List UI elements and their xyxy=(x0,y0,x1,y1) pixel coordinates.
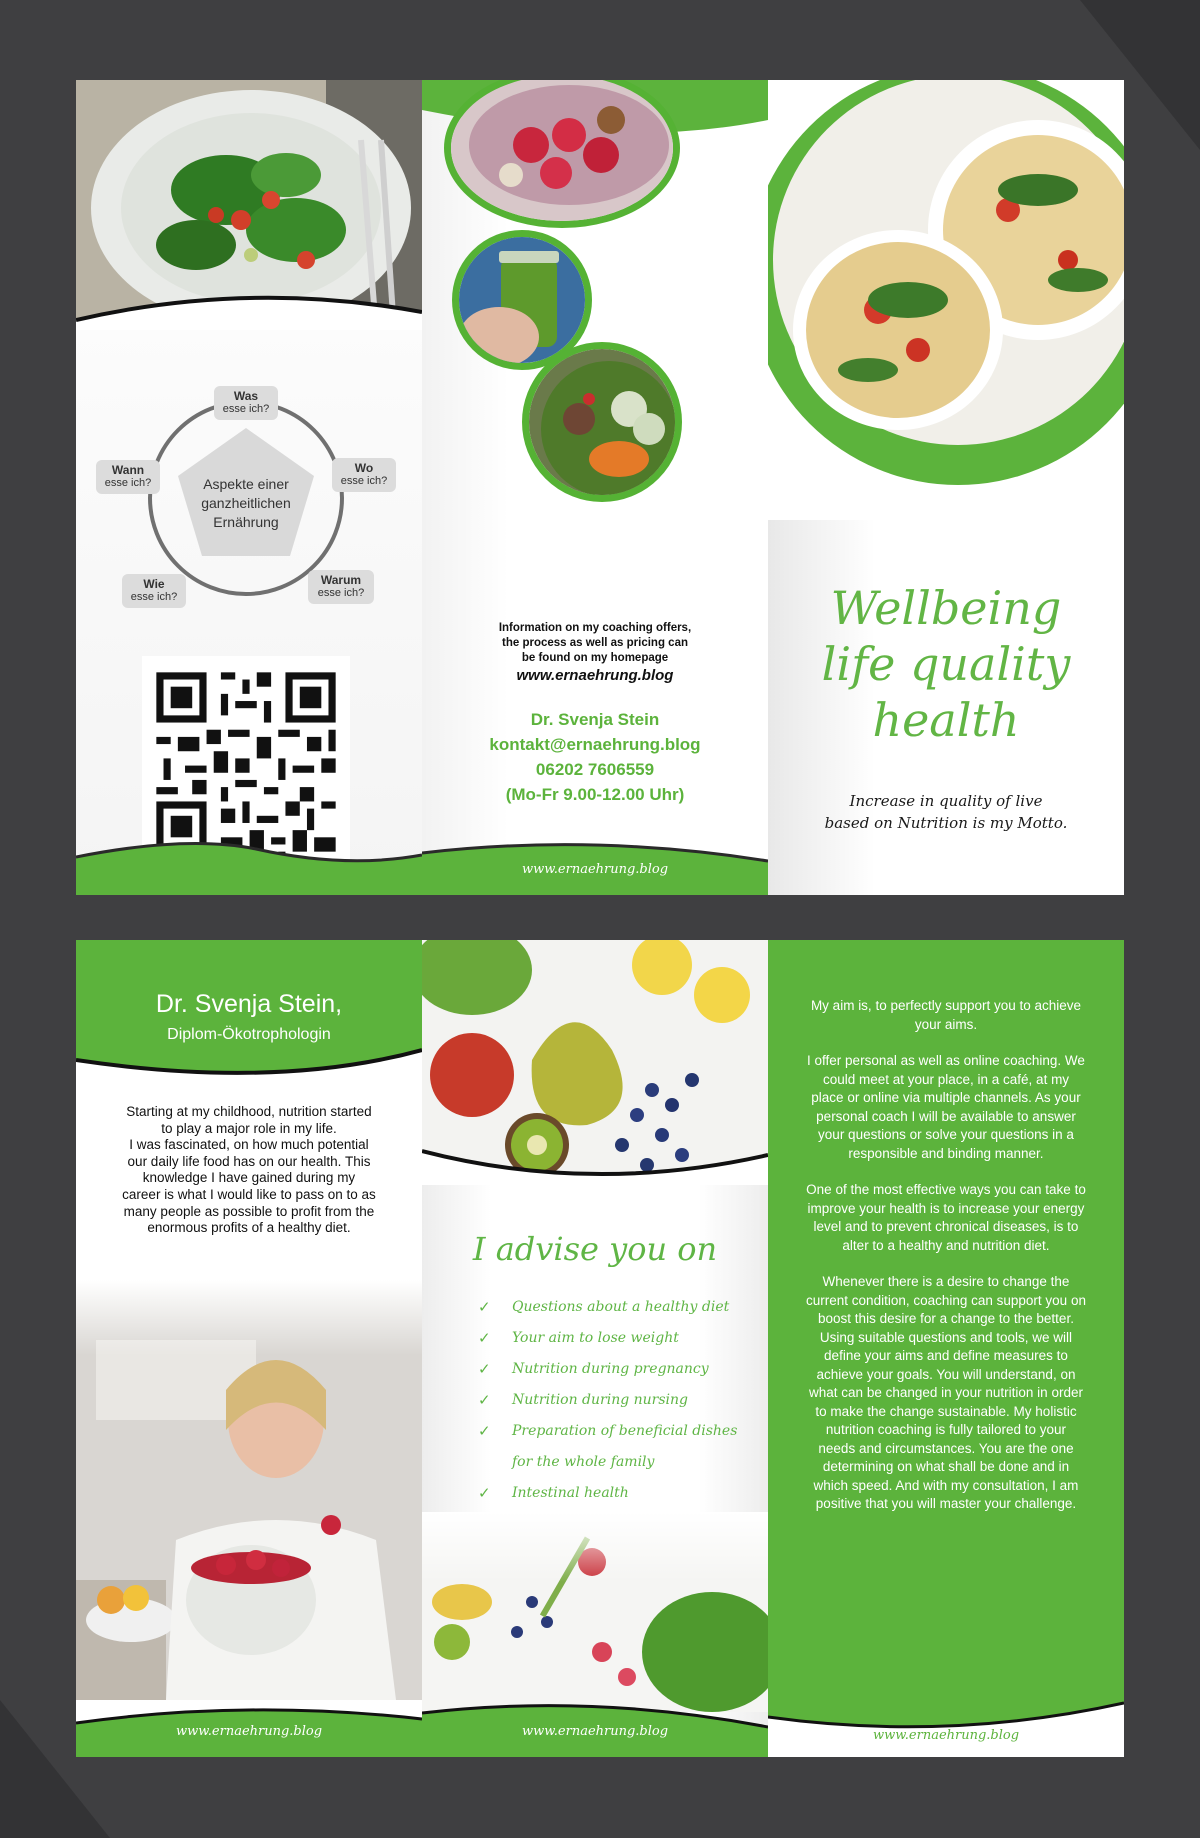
check-icon: ✓ xyxy=(478,1391,491,1409)
text-paragraph: My aim is, to perfectly support you to achieve your aims. xyxy=(810,998,1082,1032)
profile-bio: Starting at my childhood, nutrition started to play a major role in my life. I was fascinated, on how much potential our daily life food has on our health. This knowledge I have gained during my career is what I would like to pass on to as many people as possible to profit from the enormous profits of a healthy diet. xyxy=(122,1104,376,1236)
aspects-wheel xyxy=(96,380,396,620)
check-icon: ✓ xyxy=(478,1422,491,1440)
cover-pasta-photo xyxy=(768,80,1124,520)
panel-back xyxy=(76,80,422,895)
vegetables-photo xyxy=(422,1512,768,1712)
footer-url[interactable]: www.ernaehrung.blog xyxy=(521,862,669,877)
advise-item-lose-weight: ✓ Your aim to lose weight xyxy=(478,1323,758,1354)
footer-url[interactable]: www.ernaehrung.blog xyxy=(872,1728,1020,1743)
wheel-center-text: Aspekte einer ganzheitlichen Ernährung xyxy=(201,476,291,530)
brochure-inside xyxy=(76,940,1124,1757)
advise-heading: I advise you on xyxy=(472,1230,718,1268)
footer-white-band xyxy=(768,1687,1124,1757)
text-panel-body xyxy=(806,997,1086,1532)
advise-item-pregnancy: ✓ Nutrition during pregnancy xyxy=(478,1354,758,1385)
contact-email[interactable]: kontakt@ernaehrung.blog xyxy=(489,735,701,754)
photo-raspberry-bowl xyxy=(444,80,680,228)
contact-hours: (Mo-Fr 9.00-12.00 Uhr) xyxy=(505,785,685,804)
advise-item-dishes: ✓ Preparation of beneficial dishes xyxy=(478,1416,758,1447)
wave-divider xyxy=(422,1145,768,1185)
advise-item-healthy-diet: ✓ Questions about a healthy diet xyxy=(478,1292,758,1323)
text-paragraph: One of the most effective ways you can take to improve your health is to increase your energy level and to prevent chronical diseases, is to alter to a healthy and nutrition diet. xyxy=(806,1182,1086,1253)
contact-block xyxy=(422,707,768,807)
footer-url[interactable]: www.ernaehrung.blog xyxy=(175,1724,323,1739)
check-icon: ✓ xyxy=(478,1484,491,1502)
panel-cover xyxy=(768,80,1124,895)
wheel-item-wie: Wie esse ich? xyxy=(122,574,186,608)
fruit-photo xyxy=(422,940,768,1185)
footer-url[interactable]: www.ernaehrung.blog xyxy=(521,1724,669,1739)
contact-phone[interactable]: 06202 7606559 xyxy=(535,760,655,779)
wheel-item-was: Was esse ich? xyxy=(214,386,278,420)
profile-name: Dr. Svenja Stein, xyxy=(155,990,343,1018)
wave-divider xyxy=(76,290,422,330)
wheel-item-warum: Warum esse ich? xyxy=(308,570,374,604)
panel-profile xyxy=(76,940,422,1757)
wheel-item-wann: Wann esse ich? xyxy=(96,460,160,494)
portrait-photo xyxy=(76,1280,422,1700)
cover-headline: Wellbeing life quality health xyxy=(821,581,1071,747)
check-icon: ✓ xyxy=(478,1298,491,1316)
panel-text xyxy=(768,940,1124,1757)
footer-wave xyxy=(76,835,422,895)
wheel-item-wo: Wo esse ich? xyxy=(332,458,396,492)
panel-advise xyxy=(422,940,768,1757)
advise-list xyxy=(478,1292,758,1509)
text-paragraph: I offer personal as well as online coaching. We could meet at your place, in a café, at my place or online via multiple channels. As your personal coach I will be available to answer your questions or solve your questions in a responsible and binding manner. xyxy=(807,1053,1085,1161)
panel-contact xyxy=(422,80,768,895)
profile-title: Diplom-Ökotrophologin xyxy=(167,1026,331,1043)
check-icon: ✓ xyxy=(478,1329,491,1347)
text-paragraph: Whenever there is a desire to change the current condition, coaching can support you on boost this desire for a change to the better. Using suitable questions and tools, we will define your aims and define measures to achieve your goals. You will understand, on what can be changed in your nutrition in order to make the change sustainable. My holistic nutrition coaching is fully tailored to your needs and circumstances. You are the one determining on what shall be done and in which speed. And with my consultation, I am positive that you will master your challenge. xyxy=(806,1274,1086,1511)
photo-veggie-bowl xyxy=(522,342,682,502)
contact-name: Dr. Svenja Stein xyxy=(530,710,660,729)
advise-item-nursing: ✓ Nutrition during nursing xyxy=(478,1385,758,1416)
advise-item-intestinal: ✓ Intestinal health xyxy=(478,1478,758,1509)
brochure-outside xyxy=(76,80,1124,895)
advise-item-dishes-cont: for the whole family xyxy=(512,1454,655,1470)
cover-motto: Increase in quality of live based on Nutrition is my Motto. xyxy=(824,792,1068,832)
website-link[interactable]: www.ernaehrung.blog xyxy=(516,667,674,684)
salad-photo xyxy=(76,80,422,330)
info-text: Information on my coaching offers, the process as well as pricing can be found on my homepage www.ernaehrung.blog xyxy=(422,621,768,685)
check-icon: ✓ xyxy=(478,1360,491,1378)
